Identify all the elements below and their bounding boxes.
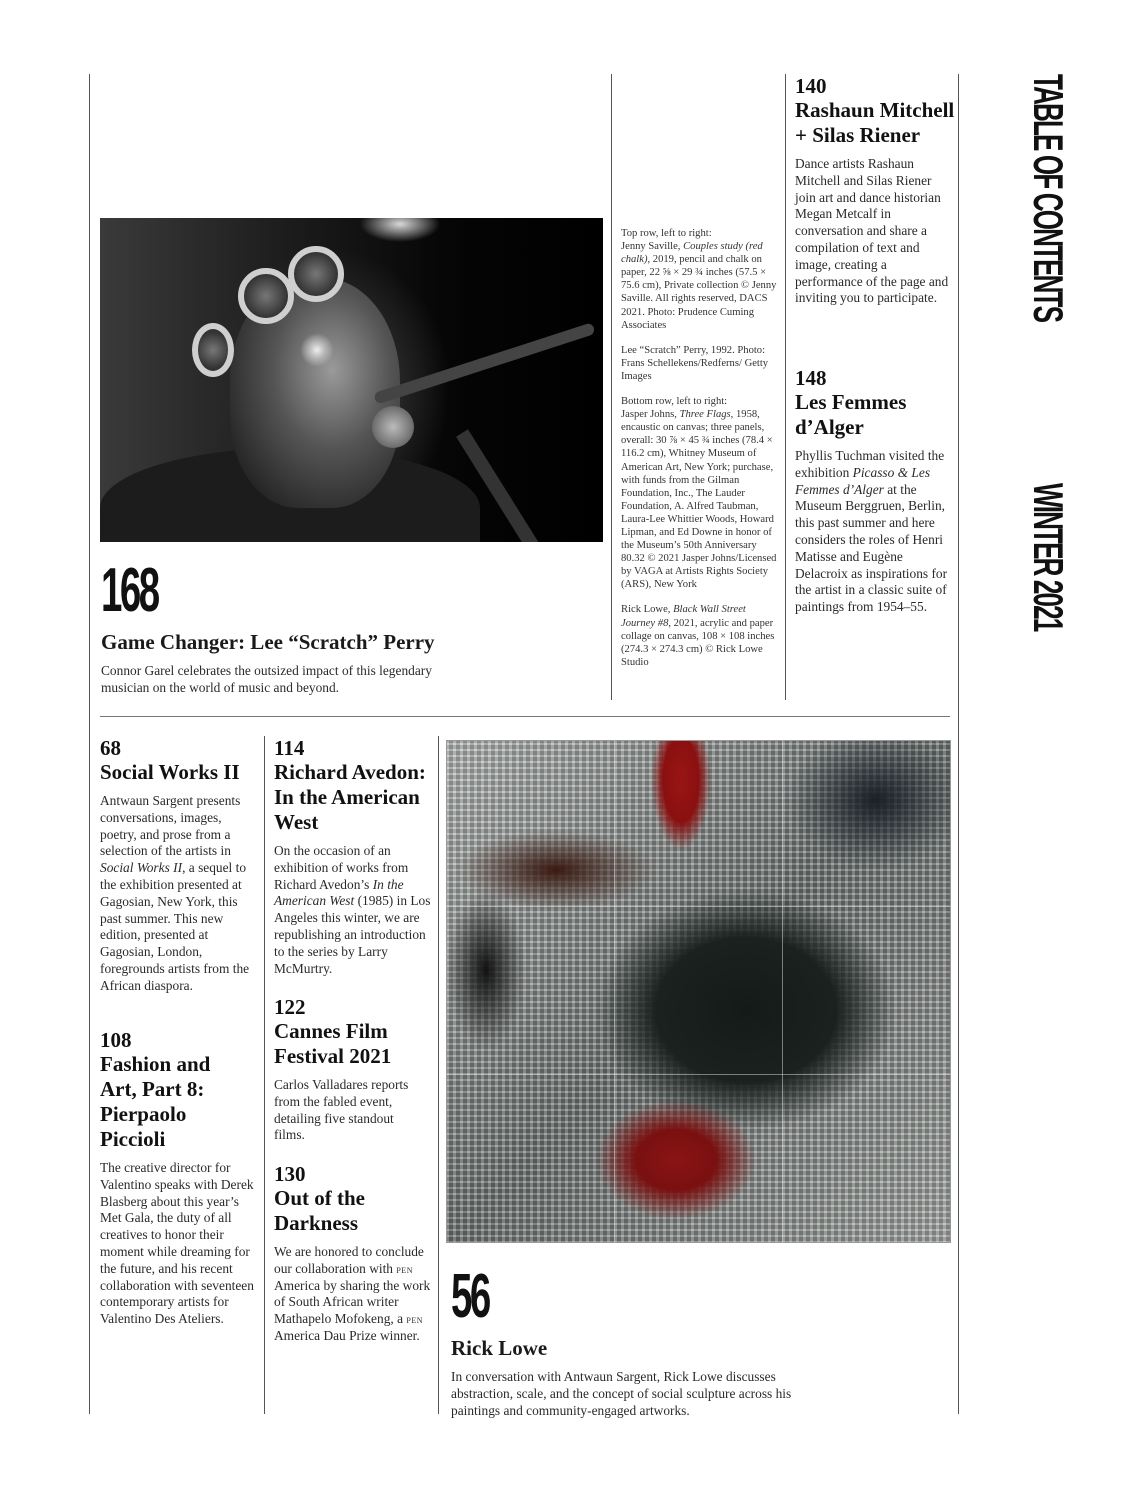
credit-bottom-row: Bottom row, left to right: Jasper Johns, Three Flags, 1958, encaustic on canvas; three panels, overall: 30 ⅞ × 45 ¾ inches (78.4 × 116.2 cm), Whitney Museum of American Art, New York; purchase, with funds from the Gilman Foundation, Inc., The Lauder Foundation, A. Alfred Taubman, Laura-Lee Whittier Woods, Howard Lipman, and Ed Downe in honor of the Museum’s 50th Anniversary 80.32 © 2021 Jasper Johns/Licensed by VAGA at Artists Rights Society (ARS), New York bbox=[621, 396, 777, 591]
entry-title: Les Femmes d’Alger bbox=[795, 390, 907, 439]
feature-page-number: 168 bbox=[101, 556, 158, 625]
photo-goggle bbox=[192, 323, 234, 377]
credit-perry: Lee “Scratch” Perry, 1992. Photo: Frans Schellekens/Redferns/ Getty Images bbox=[621, 344, 769, 382]
photo-microphone-head bbox=[372, 406, 414, 448]
photo-microphone bbox=[373, 322, 595, 404]
column-rule-credits-left bbox=[611, 74, 612, 700]
entry-page-number: 114 bbox=[274, 736, 305, 760]
photo-face-paint bbox=[300, 333, 334, 367]
entry-description: On the occasion of an exhibition of works from Richard Avedon’s In the American West (1985) in Los Angeles this winter, we are republishing an introduction to the series by Larry McMurtry. bbox=[274, 843, 431, 976]
table-of-contents-heading bbox=[1026, 74, 1070, 720]
entry-page-number: 108 bbox=[100, 1028, 132, 1052]
feature-page-number: 56 bbox=[451, 1262, 489, 1331]
column-rule-credits-right bbox=[785, 74, 786, 700]
photo-goggle bbox=[288, 246, 344, 302]
collage-panel-seam bbox=[446, 906, 951, 907]
photo-goggle bbox=[238, 268, 294, 324]
entry-description: Antwaun Sargent presents conversations, images, poetry, and prose from a selection of the artists in Social Works II, a sequel to the exhibition presented at Gagosian, New York, this past summer. This new edition, presented at Gagosian, London, foregrounds artists from the African diaspora. bbox=[100, 793, 250, 993]
column-rule-bottom-1 bbox=[264, 736, 265, 1414]
entry-description: Carlos Valladares reports from the fabled event, detailing five standout films. bbox=[274, 1077, 409, 1143]
feature-title[interactable]: Rick Lowe bbox=[451, 1336, 548, 1360]
entry-page-number: 130 bbox=[274, 1162, 306, 1186]
photo-credits bbox=[621, 227, 779, 681]
entry-page-number: 68 bbox=[100, 736, 121, 760]
feature-title[interactable]: Game Changer: Lee “Scratch” Perry bbox=[101, 630, 435, 654]
issue-label: WINTER 2021 bbox=[1025, 482, 1072, 630]
column-rule-right bbox=[958, 74, 959, 1414]
column-rule-left bbox=[89, 74, 90, 1414]
credit-lowe: Rick Lowe, Black Wall Street Journey #8, 2021, acrylic and paper collage on canvas, 108 × 108 inches (274.3 × 274.3 cm) © Rick Lowe Studio bbox=[621, 604, 775, 668]
entry-description: Dance artists Rashaun Mitchell and Silas Riener join art and dance historian Megan Metcalf in conversation and share a compilation of text and image, creating a performance of the page and inviting you to participate. bbox=[795, 156, 949, 306]
toc-entry-108[interactable] bbox=[100, 1028, 260, 1328]
entry-page-number: 148 bbox=[795, 366, 827, 390]
entry-title: Social Works II bbox=[100, 760, 240, 784]
toc-entry-114[interactable] bbox=[274, 736, 434, 977]
feature-description: Connor Garel celebrates the outsized impact of this legendary musician on the world of music and beyond. bbox=[101, 663, 432, 695]
entry-title: Rashaun Mitchell + Silas Riener bbox=[795, 98, 955, 147]
rick-lowe-artwork-image[interactable] bbox=[446, 740, 951, 1243]
toc-entry-122[interactable] bbox=[274, 995, 434, 1144]
section-divider bbox=[100, 716, 950, 717]
collage-panel-seam bbox=[446, 1074, 951, 1075]
toc-entry-148[interactable] bbox=[795, 366, 955, 616]
collage-panel-seam bbox=[782, 740, 783, 1243]
entry-page-number: 122 bbox=[274, 995, 306, 1019]
entry-page-number: 140 bbox=[795, 74, 827, 98]
credit-top-row: Top row, left to right: Jenny Saville, Couples study (red chalk), 2019, pencil and chalk on paper, 22 ⅝ × 29 ¾ inches (57.5 × 75.6 cm), Private collection © Jenny Saville. All rights reserved, DACS 2021. Photo: Prudence Cuming Associates bbox=[621, 228, 777, 331]
collage-panel-seam bbox=[614, 740, 615, 1243]
toc-entry-130[interactable] bbox=[274, 1162, 434, 1345]
column-rule-bottom-2 bbox=[438, 736, 439, 1414]
perry-photo[interactable] bbox=[100, 218, 603, 542]
entry-title: Fashion and Art, Part 8: Pierpaolo Piccioli bbox=[100, 1052, 211, 1151]
section-label: TABLE OF CONTENTS bbox=[1025, 74, 1072, 322]
entry-title: Out of the Darkness bbox=[274, 1186, 365, 1235]
entry-title: Richard Avedon: In the American West bbox=[274, 760, 426, 834]
toc-entry-140[interactable] bbox=[795, 74, 955, 307]
entry-description: Phyllis Tuchman visited the exhibition Picasso & Les Femmes d’Alger at the Museum Berggruen, Berlin, this past summer and here considers the roles of Henri Matisse and Eugène Delacroix as inspirations for the artist in a classic suite of paintings from 1954–55. bbox=[795, 448, 948, 615]
entry-description: We are honored to conclude our collaboration with pen America by sharing the work of South African writer Mathapelo Mofokeng, a pen America Dau Prize winner. bbox=[274, 1244, 431, 1343]
feature-description: In conversation with Antwaun Sargent, Rick Lowe discusses abstraction, scale, and the concept of social sculpture across his paintings and community-engaged artworks. bbox=[451, 1369, 792, 1418]
entry-description: The creative director for Valentino speaks with Derek Blasberg about this year’s Met Gala, the duty of all creatives to honor their moment while dreaming for the future, and his recent collaboration with seventeen contemporary artists for Valentino Des Ateliers. bbox=[100, 1160, 254, 1327]
entry-title: Cannes Film Festival 2021 bbox=[274, 1019, 392, 1068]
toc-entry-68[interactable] bbox=[100, 736, 260, 995]
